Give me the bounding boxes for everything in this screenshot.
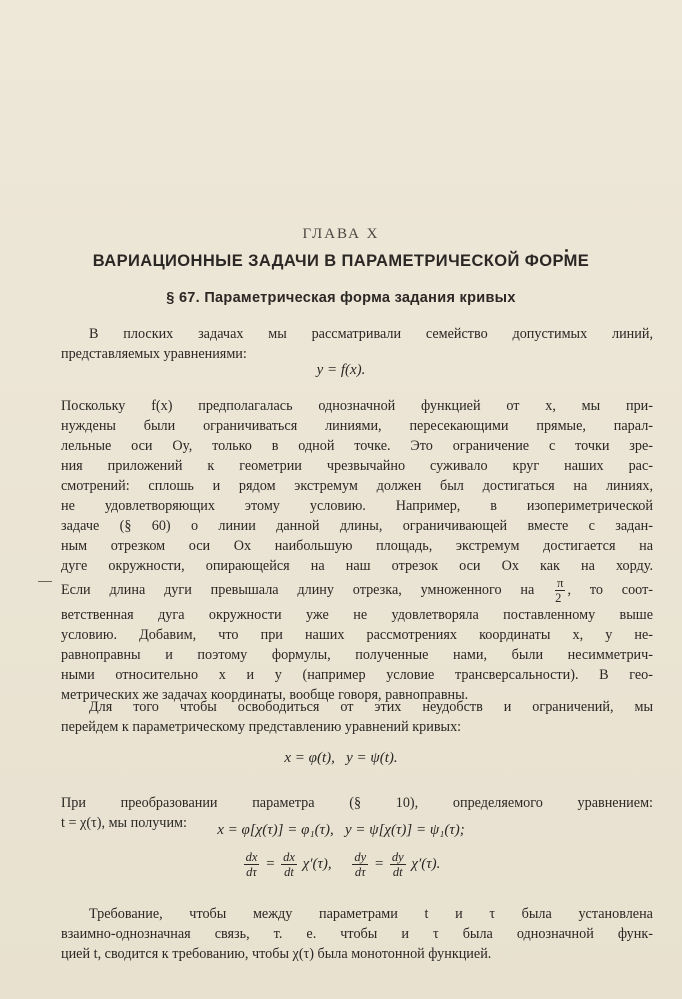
fraction-dy-dt <box>390 850 406 879</box>
paragraph-3 <box>61 697 653 737</box>
text-line: не удовлетворяющих этому условию. Например, в изопериметрической <box>61 498 653 514</box>
text-line: Для того чтобы освободиться от этих неудобств и ограничений, мы <box>89 699 653 715</box>
equals-sign: = <box>373 855 385 872</box>
formula-derivatives <box>0 850 682 879</box>
chi-prime-term: χ′(τ), <box>302 855 332 872</box>
pi-over-2-fraction <box>555 576 565 605</box>
fraction-numerator: dx <box>245 850 258 864</box>
text-line: При преобразовании параметра (§ 10), определяемого уравнением: <box>61 795 653 811</box>
text-line: смотрений: сплошь и рядом экстремум должен был достигаться на линиях, <box>61 478 653 494</box>
fraction-denominator: dt <box>284 865 294 879</box>
text-line: ния приложений к геометрии чрезвычайно суживало круг наших рас- <box>61 458 653 474</box>
chapter-title: ВАРИАЦИОННЫЕ ЗАДАЧИ В ПАРАМЕТРИЧЕСКОЙ ФОРМЕ <box>92 252 590 270</box>
equals-sign: = <box>265 855 276 872</box>
text-fragment: Если длина дуги превышала длину отрезка, умноженного на <box>61 581 535 598</box>
text-line: ным отрезком оси Ox наибольшую площадь, экстремум достигается на <box>61 538 653 554</box>
text-line: задаче (§ 60) о линии данной длины, ограничивающей вместе с задан- <box>61 518 653 534</box>
formula-substitution: x = φ[χ(τ)] = φ₁(τ), y = ψ[χ(τ)] = ψ₁(τ); <box>217 822 465 838</box>
text-line: метрических же задачах координаты, вообще говоря, равноправны. <box>61 687 469 703</box>
text-line: цией t, сводится к требованию, чтобы χ(τ) была монотонной функцией. <box>61 946 492 962</box>
text-line: перейдем к параметрическому представлению уравнений кривых: <box>61 719 462 735</box>
text-line: В плоских задачах мы рассматривали семейство допустимых линий, <box>89 326 653 342</box>
formula-y-fx: y = f(x). <box>316 362 366 378</box>
text-line: ными относительно x и y (например условие трансверсальности). В гео- <box>61 667 653 683</box>
text-line: Поскольку f(x) предполагалась однозначной функцией от x, мы при- <box>61 398 653 414</box>
text-line: взаимно-однозначная связь, т. е. чтобы и τ была однозначной функ- <box>61 926 653 942</box>
text-line: условию. Добавим, что при наших рассмотрениях координаты x, y не- <box>61 627 653 643</box>
text-fragment: , то соот- <box>567 581 654 598</box>
fraction-dy-dtau <box>352 850 368 879</box>
text-line: Требование, чтобы между параметрами t и τ была установлена <box>89 906 653 922</box>
fraction-numerator: dx <box>283 850 295 864</box>
fraction-numerator: π <box>557 576 564 590</box>
fraction-dx-dtau <box>244 850 260 879</box>
paragraph-1 <box>61 324 653 364</box>
text-line-with-fraction <box>61 576 653 605</box>
fraction-numerator: dy <box>391 850 404 864</box>
fraction-numerator: dy <box>354 850 367 864</box>
margin-dash <box>38 581 52 582</box>
text-line: дуге окружности, опирающейся на наш отрезок оси Ox как на хорду. <box>61 558 653 574</box>
fraction-denominator: dτ <box>354 865 366 879</box>
fraction-dx-dt <box>281 850 297 879</box>
section-heading: § 67. Параметрическая форма задания кривых <box>166 290 516 306</box>
fraction-denominator: 2 <box>555 591 562 605</box>
paragraph-5 <box>61 904 653 964</box>
text-line: t = χ(τ), мы получим: <box>61 815 187 831</box>
formula-parametric: x = φ(t), y = ψ(t). <box>284 750 398 766</box>
text-line: представляемых уравнениями: <box>61 346 247 362</box>
fraction-denominator: dτ <box>246 865 257 879</box>
text-line: равноправны и поэтому формулы, полученные нами, были несимметрич- <box>61 647 653 663</box>
text-line: ветственная дуга окружности уже не удовлетворяла поставленному выше <box>61 607 653 623</box>
paragraph-2 <box>61 396 653 705</box>
chapter-heading: ГЛАВА X <box>302 226 380 242</box>
fraction-denominator: dt <box>392 865 403 879</box>
text-line: нуждены были ограничиваться линиями, пересекающими прямые, парал- <box>61 418 653 434</box>
text-line: лельные оси Oy, только в одной точке. Это ограничение с точки зре- <box>61 438 653 454</box>
chi-prime-term: χ′(τ). <box>411 855 441 872</box>
